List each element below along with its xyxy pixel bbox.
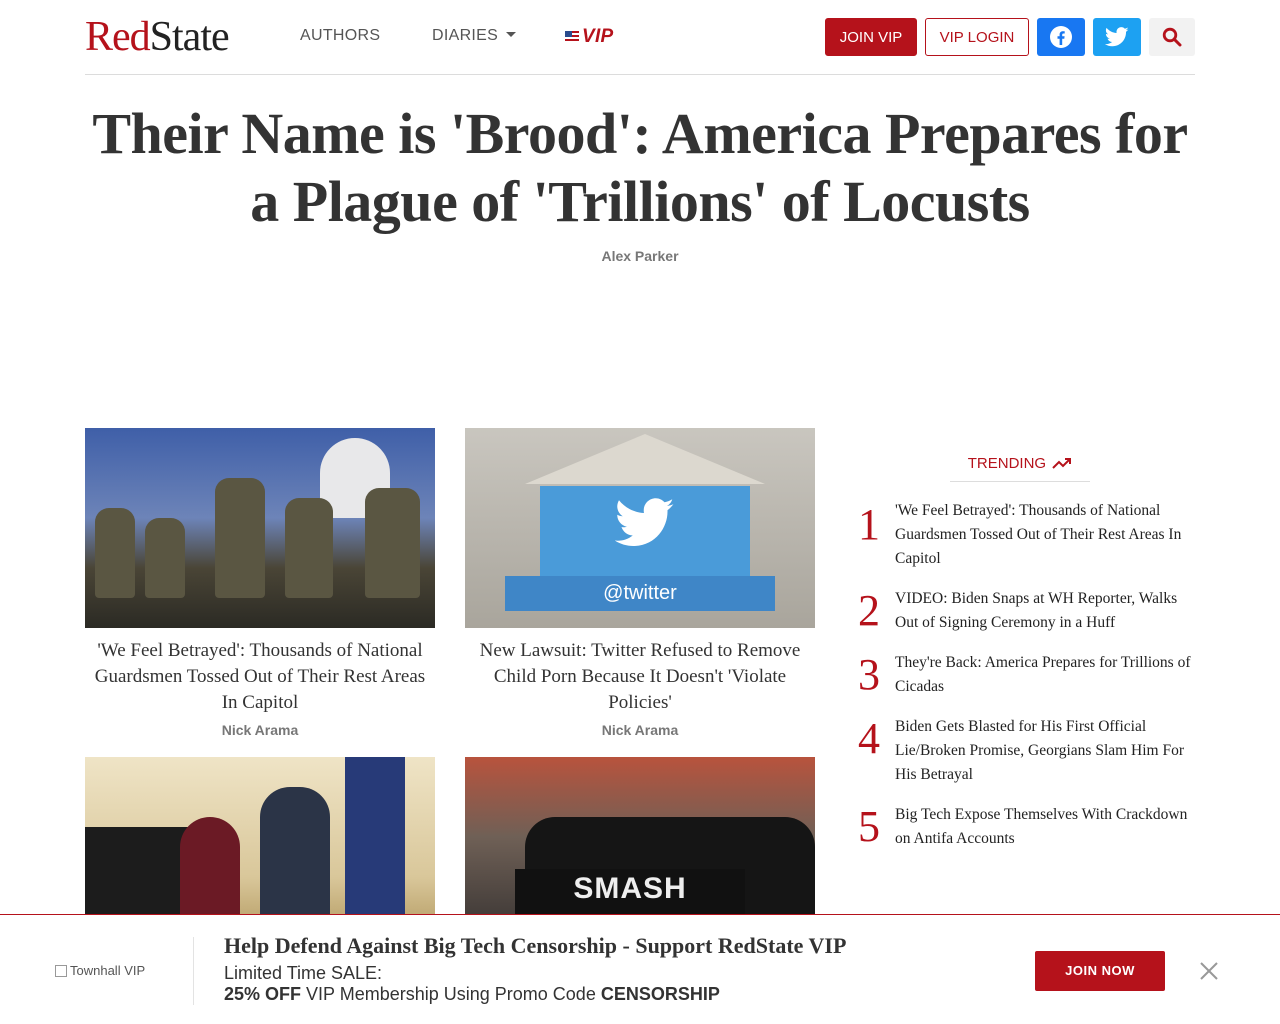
story-title[interactable]: 'We Feel Betrayed': Thousands of National Guardsmen Tossed Out of Their Rest Areas In Capitol xyxy=(94,640,426,713)
twitter-handle-banner: @twitter xyxy=(505,576,775,611)
promo-discount: 25% OFF xyxy=(224,984,302,1004)
trending-rank: 5 xyxy=(858,802,880,851)
soldier-shape xyxy=(95,508,135,598)
pediment-shape xyxy=(525,434,765,484)
promo-sale-text: Limited Time SALE: xyxy=(224,963,383,983)
divider xyxy=(193,937,194,1005)
trending-heading xyxy=(950,450,1090,482)
trending-title[interactable]: They're Back: America Prepares for Trillions of Cicadas xyxy=(895,654,1191,695)
townhall-vip-logo xyxy=(55,963,145,978)
soldier-shape xyxy=(145,518,185,598)
story-author[interactable]: Nick Arama xyxy=(601,722,679,738)
close-icon xyxy=(1199,961,1219,981)
search-icon xyxy=(1162,27,1182,47)
story-author[interactable]: Nick Arama xyxy=(221,722,299,738)
trending-title[interactable]: 'We Feel Betrayed': Thousands of National Guardsmen Tossed Out of Their Rest Areas In Capitol xyxy=(895,502,1182,567)
article-title: Their Name is 'Brood': America Prepares for a Plague of 'Trillions' of Locusts xyxy=(92,101,1188,234)
story-image[interactable] xyxy=(85,428,435,628)
soldier-shape xyxy=(365,488,420,598)
protest-sign: SMASH xyxy=(515,869,745,919)
twitter-icon xyxy=(1105,26,1129,48)
nav-authors-link[interactable]: AUTHORS xyxy=(300,27,381,44)
trending-rank: 3 xyxy=(858,650,880,699)
fireplace-shape xyxy=(85,827,195,917)
soldier-shape xyxy=(285,498,333,598)
story-image[interactable] xyxy=(465,428,815,628)
trending-label: TRENDING xyxy=(967,455,1047,472)
join-vip-button[interactable]: JOIN VIP xyxy=(825,18,917,56)
facebook-icon xyxy=(1049,25,1073,49)
promo-offer-text xyxy=(224,984,720,1005)
site-header xyxy=(85,0,1195,75)
story-card[interactable] xyxy=(465,428,815,738)
nav-diaries-label: DIARIES xyxy=(432,27,499,44)
trending-up-icon xyxy=(1052,456,1072,470)
trending-title[interactable]: Biden Gets Blasted for His First Official Lie/Broken Promise, Georgians Slam Him For His Betrayal xyxy=(895,718,1185,783)
nav-diaries-dropdown[interactable] xyxy=(432,27,516,45)
site-logo[interactable] xyxy=(85,14,229,60)
vip-promo-banner xyxy=(0,914,1280,1024)
nav-vip-label: VIP xyxy=(582,26,614,47)
trending-rank: 4 xyxy=(858,714,880,763)
article-author[interactable]: Alex Parker xyxy=(601,248,679,264)
twitter-button[interactable] xyxy=(1093,18,1141,56)
story-card[interactable] xyxy=(85,428,435,738)
person-shape xyxy=(260,787,330,917)
trending-title[interactable]: Big Tech Expose Themselves With Crackdown on Antifa Accounts xyxy=(895,806,1188,847)
promo-code: CENSORSHIP xyxy=(600,984,720,1004)
promo-offer-middle: VIP Membership Using Promo Code xyxy=(301,984,601,1004)
flag-icon xyxy=(565,31,579,43)
logo-red-part: Red xyxy=(85,14,150,60)
vip-login-button[interactable]: VIP LOGIN xyxy=(925,18,1029,56)
chevron-down-icon xyxy=(506,32,516,37)
broken-image-icon xyxy=(55,965,67,977)
twitter-bird-icon xyxy=(615,498,675,548)
story-title[interactable]: New Lawsuit: Twitter Refused to Remove Child Porn Because It Doesn't 'Violate Policies' xyxy=(479,640,801,713)
search-button[interactable] xyxy=(1149,18,1195,56)
soldier-shape xyxy=(215,478,265,598)
close-button[interactable] xyxy=(1199,961,1219,981)
logo-alt-text: Townhall VIP xyxy=(70,963,146,978)
facebook-button[interactable] xyxy=(1037,18,1085,56)
nav-vip-link[interactable] xyxy=(565,26,614,48)
trending-title[interactable]: VIDEO: Biden Snaps at WH Reporter, Walks Out of Signing Ceremony in a Huff xyxy=(895,590,1178,631)
join-now-button[interactable]: JOIN NOW xyxy=(1035,951,1165,991)
promo-headline: Help Defend Against Big Tech Censorship - Support RedState VIP xyxy=(224,933,847,958)
person-shape xyxy=(180,817,240,927)
trending-rank: 2 xyxy=(858,586,880,635)
flag-shape xyxy=(345,757,405,917)
logo-dark-part: State xyxy=(149,14,229,60)
trending-rank: 1 xyxy=(858,500,880,549)
